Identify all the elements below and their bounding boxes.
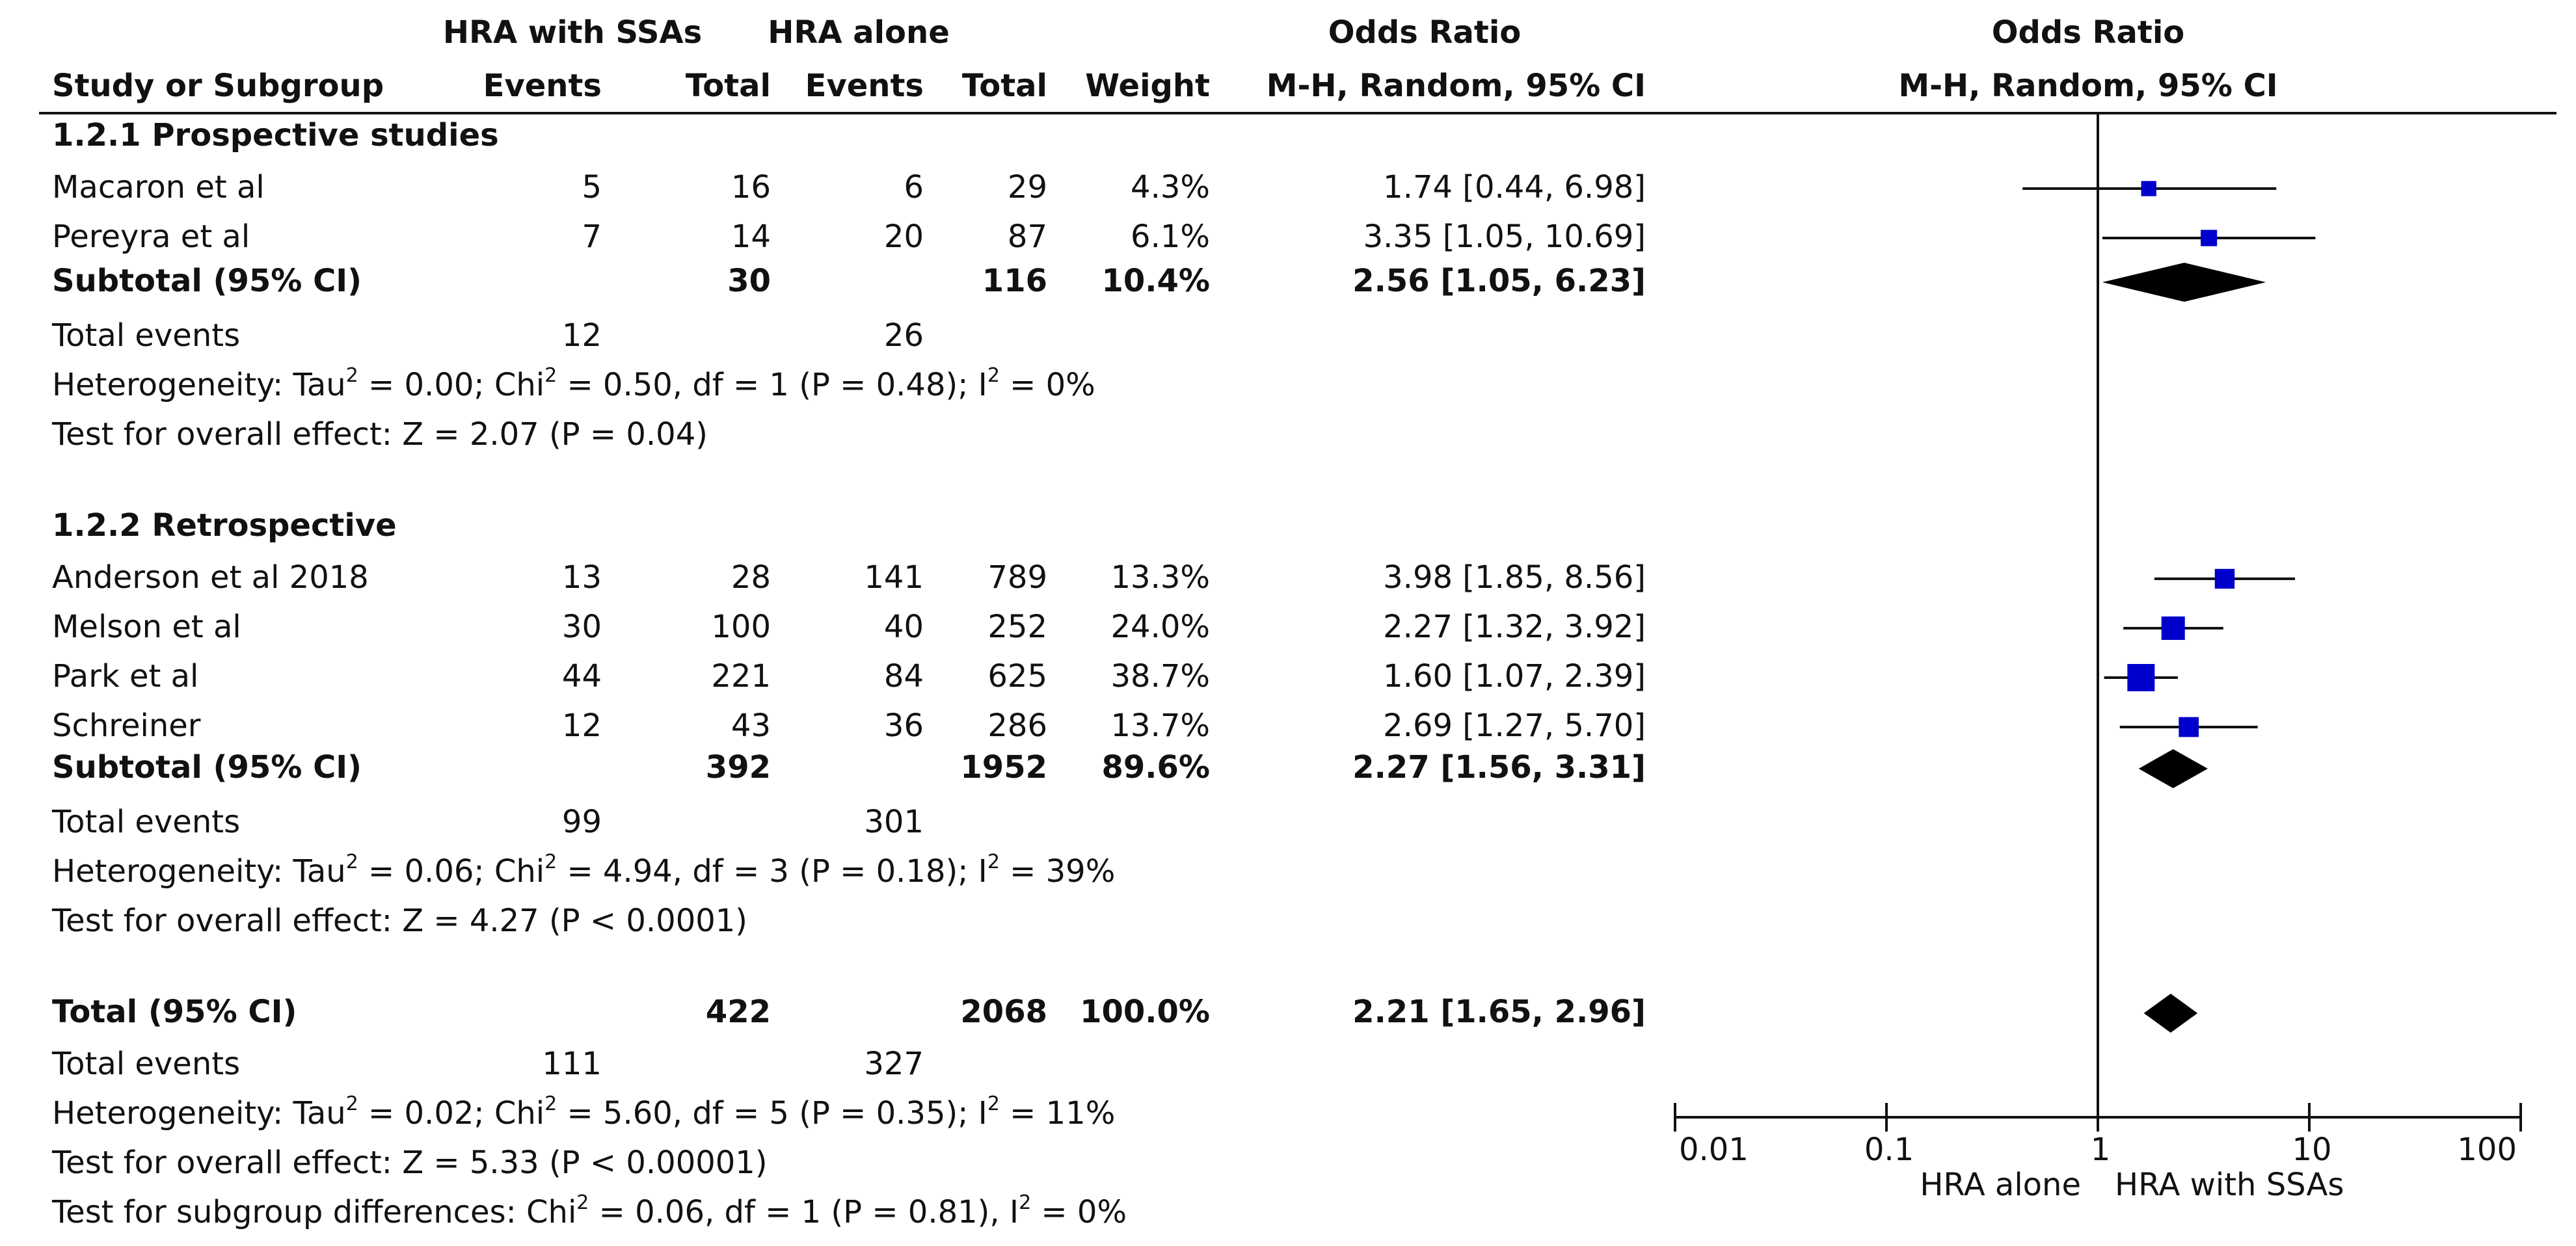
- events2-cell: 141: [864, 559, 924, 596]
- events2-cell: 20: [883, 219, 924, 255]
- events2-cell: 6: [904, 169, 924, 205]
- plot-method-header: M-H, Random, 95% CI: [1898, 68, 2278, 104]
- study-square: [2162, 616, 2185, 640]
- events2-cell: 84: [883, 658, 924, 695]
- events1-header: Events: [483, 68, 602, 104]
- ci-cell: 1.60 [1.07, 2.39]: [1383, 658, 1646, 695]
- total1-cell: 14: [731, 219, 771, 255]
- study-name: Schreiner: [52, 708, 201, 744]
- heterogeneity-text: Heterogeneity: Tau$^2$ = 0.00; Chi$^2$ = 0.50, df = 1 (P = 0.48); $I^2 = 0\%$: [52, 364, 1095, 403]
- study-square: [2215, 569, 2234, 589]
- study-square: [2141, 181, 2156, 196]
- total2-header: Total: [961, 68, 1047, 104]
- study-name: Pereyra et al: [52, 219, 250, 255]
- subtotal-ci: 2.56 [1.05, 6.23]: [1352, 263, 1646, 299]
- or-method-header: M-H, Random, 95% CI: [1266, 68, 1646, 104]
- total-events1: 99: [561, 804, 602, 840]
- study-name: Park et al: [52, 658, 199, 695]
- x-tick-label: 0.01: [1679, 1132, 1749, 1168]
- favours-left-label: HRA alone: [1920, 1167, 2081, 1203]
- weight-cell: 13.7%: [1110, 708, 1210, 744]
- total-label: Total (95% CI): [52, 994, 297, 1030]
- subtotal-ci: 2.27 [1.56, 3.31]: [1352, 749, 1646, 786]
- ci-cell: 3.35 [1.05, 10.69]: [1363, 219, 1646, 255]
- overall-effect-text: Test for overall effect: Z = 5.33 (P < 0.00001): [52, 1145, 768, 1181]
- total-weight: 100.0%: [1080, 994, 1210, 1030]
- subtotal-total2: 1952: [960, 749, 1047, 786]
- subgroup-title: 1.2.2 Retrospective: [52, 507, 397, 544]
- ci-cell: 3.98 [1.85, 8.56]: [1383, 559, 1646, 596]
- ci-cell: 2.69 [1.27, 5.70]: [1383, 708, 1646, 744]
- events2-header: Events: [805, 68, 924, 104]
- ci-cell: 1.74 [0.44, 6.98]: [1383, 169, 1646, 205]
- total1-header: Total: [685, 68, 771, 104]
- total-events1: 111: [542, 1046, 602, 1082]
- total-events-label: Total events: [52, 317, 241, 354]
- favours-right-label: HRA with SSAs: [2115, 1167, 2344, 1203]
- total2-cell: 29: [1007, 169, 1047, 205]
- total1-cell: 43: [731, 708, 771, 744]
- study-column-header: Study or Subgroup: [52, 68, 384, 104]
- study-name: Melson et al: [52, 609, 241, 645]
- overall-effect-text: Test for overall effect: Z = 4.27 (P < 0.0001): [52, 903, 748, 939]
- total2-cell: 625: [987, 658, 1047, 695]
- total-events2: 301: [864, 804, 924, 840]
- subtotal-total2: 116: [982, 263, 1047, 299]
- total1-cell: 28: [731, 559, 771, 596]
- subtotal-weight: 89.6%: [1101, 749, 1210, 786]
- total2-cell: 87: [1007, 219, 1047, 255]
- overall-effect-text: Test for overall effect: Z = 2.07 (P = 0.04): [52, 416, 708, 453]
- total-events2: 327: [864, 1046, 924, 1082]
- events2-cell: 40: [883, 609, 924, 645]
- study-square: [2201, 230, 2217, 246]
- subgroup-title: 1.2.1 Prospective studies: [52, 117, 499, 153]
- pooled-diamond: [2139, 749, 2208, 788]
- total2-cell: 252: [987, 609, 1047, 645]
- total1-cell: 16: [731, 169, 771, 205]
- subtotal-total1: 392: [705, 749, 771, 786]
- total2-cell: 286: [987, 708, 1047, 744]
- weight-cell: 6.1%: [1131, 219, 1210, 255]
- events1-cell: 12: [561, 708, 602, 744]
- subgroup-differences-text: Test for subgroup differences: Chi$^2$ = 0.06, df = 1 (P = 0.81), $I^2 = 0\%$: [52, 1191, 1127, 1230]
- x-tick-label: 100: [2457, 1132, 2517, 1168]
- plot-title: Odds Ratio: [1991, 14, 2185, 51]
- weight-cell: 24.0%: [1110, 609, 1210, 645]
- events1-cell: 13: [561, 559, 602, 596]
- events1-cell: 44: [561, 658, 602, 695]
- pooled-diamond: [2144, 994, 2197, 1033]
- subtotal-label: Subtotal (95% CI): [52, 263, 362, 299]
- subtotal-label: Subtotal (95% CI): [52, 749, 362, 786]
- total-events2: 26: [883, 317, 924, 354]
- weight-header: Weight: [1085, 68, 1210, 104]
- total-total2: 2068: [960, 994, 1047, 1030]
- x-tick-label: 1: [2090, 1132, 2111, 1168]
- group1-header: HRA with SSAs: [442, 14, 703, 51]
- x-tick-label: 0.1: [1864, 1132, 1914, 1168]
- total1-cell: 221: [711, 658, 771, 695]
- events2-cell: 36: [883, 708, 924, 744]
- study-square: [2179, 717, 2199, 737]
- weight-cell: 13.3%: [1110, 559, 1210, 596]
- heterogeneity-text: Heterogeneity: Tau$^2$ = 0.06; Chi$^2$ = 4.94, df = 3 (P = 0.18); $I^2 = 39\%$: [52, 851, 1116, 890]
- study-name: Anderson et al 2018: [52, 559, 369, 596]
- total-events-label: Total events: [52, 804, 241, 840]
- total-events1: 12: [561, 317, 602, 354]
- events1-cell: 5: [582, 169, 602, 205]
- events1-cell: 7: [582, 219, 602, 255]
- heterogeneity-text: Heterogeneity: Tau$^2$ = 0.02; Chi$^2$ = 5.60, df = 5 (P = 0.35); $I^2 = 11\%$: [52, 1093, 1116, 1132]
- total1-cell: 100: [711, 609, 771, 645]
- or-column-header: Odds Ratio: [1328, 14, 1522, 51]
- subtotal-total1: 30: [727, 263, 771, 299]
- total2-cell: 789: [987, 559, 1047, 596]
- study-square: [2127, 664, 2154, 691]
- events1-cell: 30: [561, 609, 602, 645]
- ci-cell: 2.27 [1.32, 3.92]: [1383, 609, 1646, 645]
- weight-cell: 4.3%: [1131, 169, 1210, 205]
- pooled-diamond: [2102, 263, 2266, 302]
- x-tick-label: 10: [2292, 1132, 2332, 1168]
- group2-header: HRA alone: [768, 14, 950, 51]
- total-ci: 2.21 [1.65, 2.96]: [1352, 994, 1646, 1030]
- weight-cell: 38.7%: [1110, 658, 1210, 695]
- total-total1: 422: [705, 994, 771, 1030]
- subtotal-weight: 10.4%: [1101, 263, 1210, 299]
- total-events-label: Total events: [52, 1046, 241, 1082]
- study-name: Macaron et al: [52, 169, 265, 205]
